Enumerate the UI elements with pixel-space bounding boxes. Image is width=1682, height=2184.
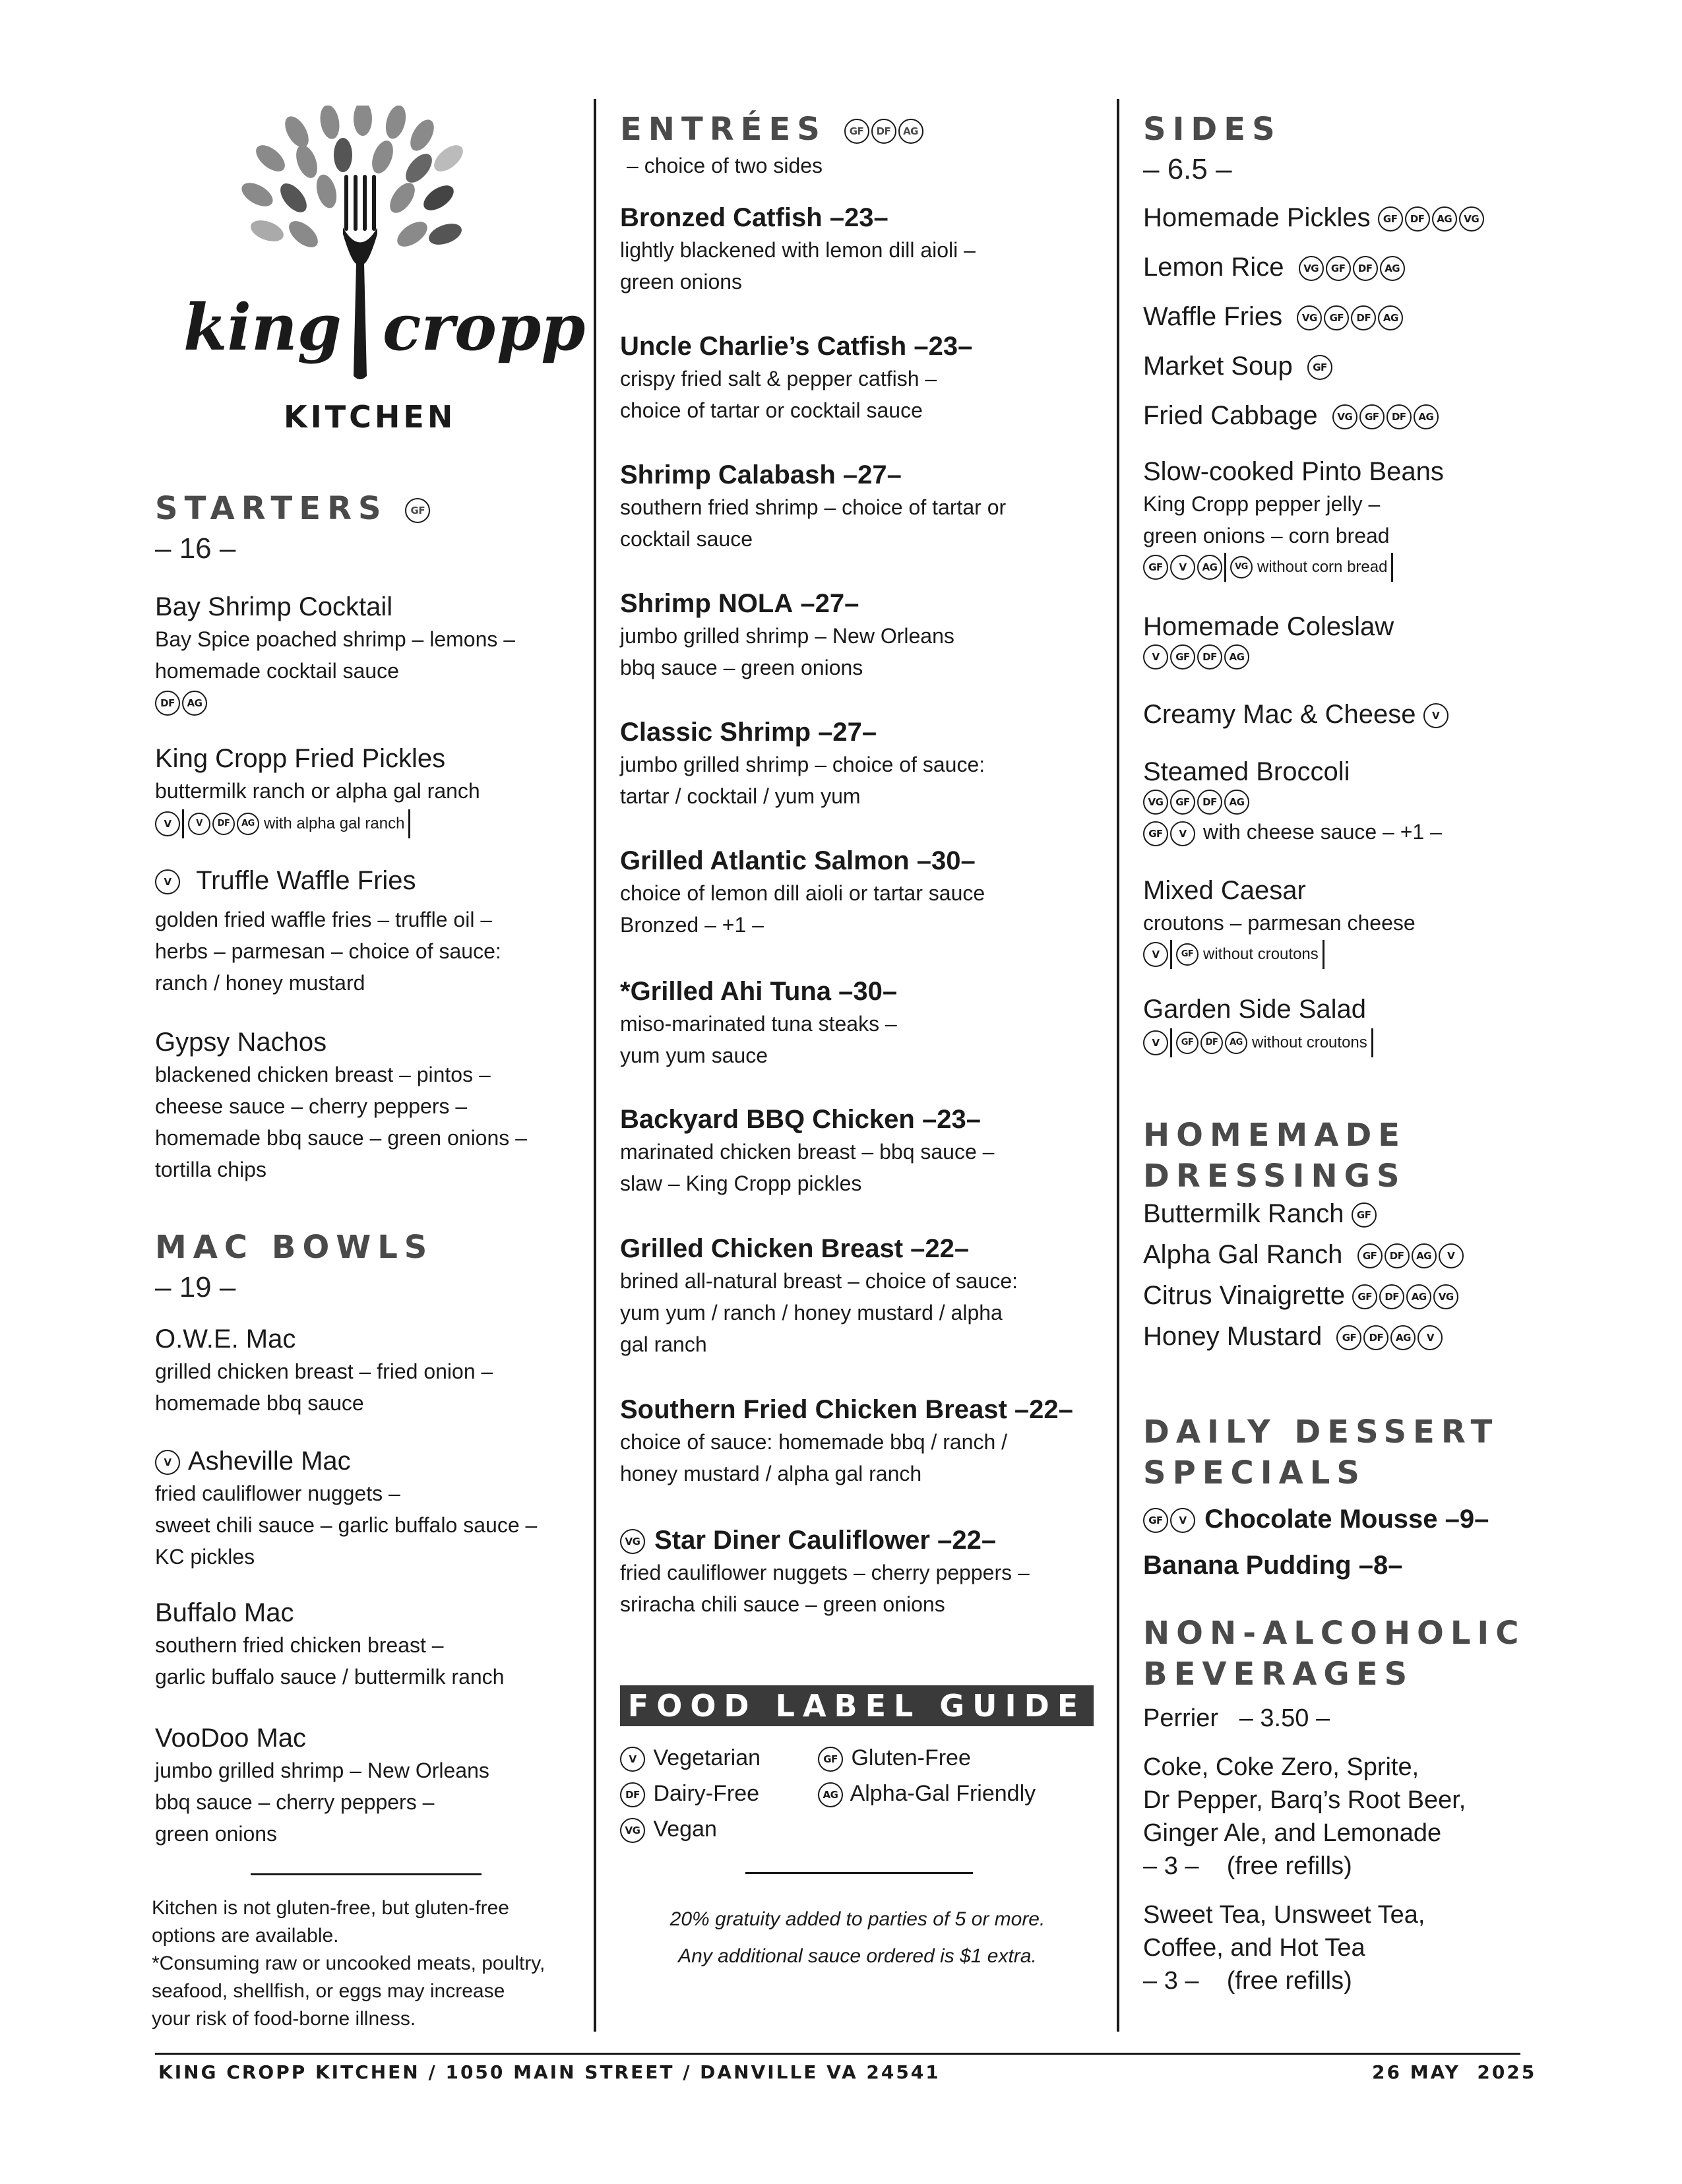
guide-label-dairy-free: Dairy-Free	[653, 1781, 760, 1806]
gf-badge: GF	[405, 498, 430, 523]
item-desc: southern fried shrimp – choice of tartar or	[620, 495, 1007, 519]
gf-badge: GF	[1378, 206, 1403, 232]
df-badge: DF	[1386, 404, 1412, 429]
item-desc: homemade bbq sauce – green onions –	[155, 1126, 527, 1150]
vg-badge: VG	[620, 1529, 645, 1554]
item-desc: homemade bbq sauce	[155, 1391, 364, 1415]
item-desc: southern fried chicken breast –	[155, 1633, 444, 1657]
item-name: Star Diner Cauliflower	[654, 1526, 930, 1555]
df-badge: DF	[1385, 1243, 1410, 1268]
ag-badge: AG	[1414, 404, 1439, 429]
option-note: with cheese sauce – +1 –	[1202, 820, 1442, 844]
item-price: –23–	[914, 332, 973, 361]
item-desc: green onions	[155, 1822, 278, 1846]
option-note: without croutons	[1252, 1034, 1367, 1051]
dressing-name: Citrus Vinaigrette	[1143, 1281, 1346, 1310]
gf-badge: GF	[1143, 555, 1168, 580]
kitchen-notes	[152, 1894, 587, 2033]
item-name: Homemade Coleslaw	[1143, 612, 1394, 641]
gf-badge: GF	[1176, 1032, 1199, 1054]
gf-badge: GF	[1143, 1508, 1168, 1533]
item-desc: yum yum / ranch / honey mustard / alpha	[620, 1301, 1003, 1325]
food-label-guide-title: FOOD LABEL GUIDE	[620, 1685, 1094, 1726]
entree-item	[620, 844, 1108, 941]
item-desc: jumbo grilled shrimp – New Orleans	[620, 624, 954, 648]
entrees-subtitle: – choice of two sides	[627, 154, 823, 177]
v-badge: V	[1170, 1508, 1195, 1533]
item-name: Backyard BBQ Chicken	[620, 1105, 915, 1134]
v-badge: V	[1170, 821, 1195, 846]
item-name: Truffle Waffle Fries	[196, 866, 416, 895]
gf-badge: GF	[1359, 404, 1385, 429]
guide-label-vegan: Vegan	[653, 1817, 717, 1842]
mac-bowls-title: MAC BOWLS	[155, 1229, 434, 1266]
beverages-title-line1: NON-ALCOHOLIC	[1143, 1615, 1526, 1652]
entree-item	[620, 201, 1108, 297]
v-badge: V	[1423, 703, 1448, 728]
v-badge: V	[155, 869, 180, 894]
entree-item	[620, 716, 1108, 812]
column-divider	[1117, 99, 1119, 2032]
item-name: *Grilled Ahi Tuna	[620, 977, 832, 1006]
item-name: Garden Side Salad	[1143, 995, 1367, 1024]
item-desc: sweet chili sauce – garlic buffalo sauce –	[155, 1513, 538, 1537]
mac-item	[155, 1445, 590, 1573]
item-desc: buttermilk ranch or alpha gal ranch	[155, 779, 480, 803]
vg-badge: VG	[1433, 1284, 1458, 1309]
divider	[251, 1873, 482, 1875]
gf-badge: GF	[1307, 355, 1332, 380]
item-desc: homemade cocktail sauce	[155, 659, 399, 683]
item-name: Buffalo Mac	[155, 1598, 294, 1627]
sides-list	[1143, 201, 1605, 455]
ag-badge: AG	[237, 813, 259, 835]
item-name: Grilled Atlantic Salmon	[620, 846, 910, 875]
column-divider	[594, 99, 596, 2032]
side-item	[1143, 698, 1618, 731]
logo-kitchen-word: KITCHEN	[284, 399, 456, 435]
v-badge: V	[155, 811, 180, 836]
logo-script-left: king	[183, 290, 342, 365]
df-badge: DF	[1363, 1325, 1388, 1350]
beverages-title-line2: BEVERAGES	[1143, 1656, 1414, 1693]
mac-bowls-price: – 19 –	[155, 1271, 236, 1303]
item-price: –27–	[818, 718, 877, 747]
item-desc: jumbo grilled shrimp – New Orleans	[155, 1759, 489, 1782]
beverages-section	[1143, 1613, 1525, 1695]
beverage-name: Coke, Coke Zero, Sprite,	[1143, 1753, 1419, 1781]
item-desc: lightly blackened with lemon dill aioli –	[620, 238, 976, 262]
footer-address: KING CROPP KITCHEN / 1050 MAIN STREET / DANVILLE VA 24541	[158, 2061, 941, 2083]
side-item	[1143, 610, 1618, 670]
gf-badge: GF	[1324, 305, 1349, 330]
guide-label-gluten-free: Gluten-Free	[851, 1745, 971, 1770]
dressing-name: Alpha Gal Ranch	[1143, 1240, 1343, 1269]
guide-label-alpha-gal: Alpha-Gal Friendly	[850, 1781, 1036, 1806]
starters-section	[155, 488, 432, 569]
v-badge: V	[155, 1450, 180, 1475]
note-line: 20% gratuity added to parties of 5 or more.	[670, 1908, 1045, 1930]
item-desc: tortilla chips	[155, 1158, 266, 1181]
item-desc: green onions	[620, 270, 743, 294]
desserts-title-line1: DAILY DESSERT	[1143, 1414, 1499, 1451]
beverage-price: – 3 – (free refills)	[1143, 1852, 1352, 1880]
item-desc: croutons – parmesan cheese	[1143, 911, 1416, 935]
v-badge: V	[1417, 1325, 1443, 1350]
entrees-section	[620, 109, 925, 181]
item-desc: choice of sauce: homemade bbq / ranch /	[620, 1430, 1008, 1454]
option-bracket	[1170, 1028, 1373, 1057]
df-badge: DF	[155, 691, 180, 716]
item-name: Southern Fried Chicken Breast	[620, 1395, 1007, 1424]
item-desc: slaw – King Cropp pickles	[620, 1171, 862, 1195]
df-badge: DF	[1351, 305, 1376, 330]
item-name: King Cropp Fried Pickles	[155, 744, 446, 773]
logo	[183, 106, 586, 449]
item-desc: bbq sauce – green onions	[620, 656, 863, 679]
desserts-list	[1143, 1503, 1618, 1582]
gf-badge: GF	[1176, 943, 1199, 966]
desserts-title-line2: SPECIALS	[1143, 1454, 1366, 1491]
item-name: Waffle Fries	[1143, 302, 1283, 331]
vg-badge: VG	[1332, 404, 1357, 429]
mac-bowls-section	[155, 1227, 433, 1307]
v-badge: V	[1439, 1243, 1464, 1268]
gf-badge: GF	[1170, 790, 1195, 815]
vg-badge: VG	[1143, 790, 1168, 815]
option-note: with alpha gal ranch	[264, 815, 405, 832]
side-item	[1143, 874, 1618, 969]
ag-badge: AG	[1224, 790, 1249, 815]
item-desc: miso-marinated tuna steaks –	[620, 1012, 897, 1036]
item-price: –22–	[1014, 1395, 1073, 1424]
divider	[745, 1872, 973, 1874]
vg-badge: VG	[1297, 305, 1322, 330]
dressing-name: Honey Mustard	[1143, 1322, 1323, 1351]
gf-badge: GF	[818, 1747, 843, 1772]
vg-badge: VG	[1230, 556, 1253, 578]
item-name: Grilled Chicken Breast	[620, 1234, 904, 1263]
entree-item	[620, 1103, 1108, 1199]
item-desc: crispy fried salt & pepper catfish –	[620, 367, 937, 390]
df-badge: DF	[620, 1782, 645, 1807]
starters-price: – 16 –	[155, 532, 236, 565]
starter-item	[155, 742, 564, 838]
item-desc: choice of lemon dill aioli or tartar sauce	[620, 881, 985, 905]
item-name: Lemon Rice	[1143, 253, 1284, 282]
item-name: Mixed Caesar	[1143, 876, 1306, 905]
option-note: without croutons	[1203, 945, 1319, 963]
item-desc: bbq sauce – cherry peppers –	[155, 1790, 435, 1814]
item-desc: grilled chicken breast – fried onion –	[155, 1359, 493, 1383]
beverage-name: Perrier	[1143, 1704, 1219, 1732]
df-badge: DF	[1379, 1284, 1404, 1309]
sides-section	[1143, 109, 1282, 189]
item-desc: sriracha chili sauce – green onions	[620, 1592, 945, 1616]
ag-badge: AG	[1390, 1325, 1416, 1350]
beverages-list	[1143, 1702, 1618, 1997]
side-item	[1143, 993, 1618, 1057]
item-desc: herbs – parmesan – choice of sauce:	[155, 939, 501, 963]
v-badge: V	[188, 813, 210, 835]
item-name: Asheville Mac	[187, 1447, 351, 1476]
note-line: Kitchen is not gluten-free, but gluten-free	[152, 1897, 509, 1919]
df-badge: DF	[871, 119, 896, 144]
dressings-title-line1: HOMEMADE	[1143, 1117, 1407, 1154]
dressing-name: Buttermilk Ranch	[1143, 1199, 1344, 1228]
entree-item	[620, 1232, 1121, 1360]
ag-badge: AG	[1380, 256, 1405, 281]
item-name: Steamed Broccoli	[1143, 757, 1350, 786]
gf-badge: GF	[1352, 1202, 1377, 1228]
vg-badge: VG	[620, 1818, 645, 1843]
entree-item	[620, 587, 1108, 683]
item-name: Classic Shrimp	[620, 718, 811, 747]
note-line: options are available.	[152, 1925, 339, 1947]
v-badge: V	[1143, 1030, 1168, 1055]
item-price: –30–	[916, 846, 976, 875]
logo-script-right: cropp	[383, 290, 586, 365]
ag-badge: AG	[1412, 1243, 1437, 1268]
note-line: *Consuming raw or uncooked meats, poultry,	[152, 1952, 545, 1974]
item-desc: garlic buffalo sauce / buttermilk ranch	[155, 1665, 505, 1689]
option-bracket	[182, 809, 410, 838]
beverage-name: Coffee, and Hot Tea	[1143, 1934, 1365, 1962]
item-desc: cocktail sauce	[620, 527, 753, 551]
desserts-section	[1143, 1412, 1499, 1493]
note-line: your risk of food-borne illness.	[152, 2008, 416, 2030]
df-badge: DF	[1353, 256, 1378, 281]
v-badge: V	[1170, 555, 1195, 580]
entree-item	[620, 458, 1108, 555]
item-desc: gal ranch	[620, 1332, 707, 1356]
vg-badge: VG	[1299, 256, 1324, 281]
item-name: Uncle Charlie’s Catfish	[620, 332, 907, 361]
beverage-price: – 3.50 –	[1239, 1704, 1330, 1732]
beverage-name: Sweet Tea, Unsweet Tea,	[1143, 1901, 1425, 1929]
v-badge: V	[620, 1747, 645, 1772]
item-price: –23–	[829, 203, 888, 232]
dressings-section	[1143, 1115, 1406, 1197]
dessert-price: –9–	[1445, 1505, 1489, 1534]
starters-title: STARTERS	[155, 490, 388, 527]
item-price: –30–	[838, 977, 898, 1006]
v-badge: V	[1143, 942, 1168, 967]
item-desc: ranch / honey mustard	[155, 971, 365, 995]
item-desc: green onions – corn bread	[1143, 524, 1390, 547]
footer-date: 26 MAY 2025	[1372, 2061, 1537, 2083]
sides-title: SIDES	[1143, 111, 1282, 148]
beverage-price: – 3 – (free refills)	[1143, 1967, 1352, 1995]
dessert-price: –8–	[1358, 1551, 1403, 1580]
note-line: Any additional sauce ordered is $1 extra.	[678, 1945, 1037, 1967]
item-desc: fried cauliflower nuggets –	[155, 1482, 400, 1505]
item-price: –22–	[937, 1526, 997, 1555]
beverage-name: Ginger Ale, and Lemonade	[1143, 1819, 1442, 1847]
entrees-title: ENTRÉES	[620, 111, 826, 148]
mac-item	[155, 1596, 577, 1693]
starter-item	[155, 864, 564, 999]
dessert-name: Banana Pudding	[1143, 1551, 1352, 1580]
gratuity-notes	[620, 1896, 1095, 1970]
item-price: –27–	[842, 460, 902, 489]
gf-badge: GF	[1357, 1243, 1383, 1268]
item-desc: King Cropp pepper jelly –	[1143, 492, 1381, 516]
item-desc: brined all-natural breast – choice of sauce:	[620, 1269, 1018, 1293]
ag-badge: AG	[1224, 644, 1249, 670]
ag-badge: AG	[1197, 555, 1222, 580]
gf-badge: GF	[1170, 644, 1195, 670]
entree-item	[620, 975, 1108, 1071]
entree-item	[620, 1524, 1121, 1620]
ag-badge: AG	[818, 1782, 843, 1807]
item-desc: choice of tartar or cocktail sauce	[620, 398, 923, 422]
df-badge: DF	[212, 813, 235, 835]
starter-item	[155, 590, 564, 716]
v-badge: V	[1143, 644, 1168, 670]
ag-badge: AG	[1378, 305, 1403, 330]
item-price: –23–	[921, 1105, 981, 1134]
ag-badge: AG	[1432, 206, 1457, 232]
gf-badge: GF	[1336, 1325, 1361, 1350]
item-name: Homemade Pickles	[1143, 203, 1371, 232]
gf-badge: GF	[1143, 821, 1168, 846]
item-name: O.W.E. Mac	[155, 1325, 296, 1354]
side-item	[1143, 755, 1618, 848]
guide-label-vegetarian: Vegetarian	[653, 1745, 761, 1770]
beverage-name: Dr Pepper, Barq’s Root Beer,	[1143, 1786, 1466, 1814]
item-name: Creamy Mac & Cheese	[1143, 700, 1416, 729]
ag-badge: AG	[898, 119, 923, 144]
item-desc: KC pickles	[155, 1545, 255, 1569]
ag-badge: AG	[1225, 1032, 1247, 1054]
item-price: –27–	[800, 589, 859, 618]
option-note: without corn bread	[1257, 558, 1388, 576]
item-desc: Bronzed – +1 –	[620, 913, 764, 937]
item-name: Shrimp Calabash	[620, 460, 836, 489]
item-name: Bronzed Catfish	[620, 203, 823, 232]
df-badge: DF	[1197, 790, 1222, 815]
entree-item	[620, 1393, 1121, 1489]
item-desc: Bay Spice poached shrimp – lemons –	[155, 627, 516, 651]
dessert-name: Chocolate Mousse	[1204, 1505, 1438, 1534]
item-desc: marinated chicken breast – bbq sauce –	[620, 1140, 995, 1164]
footer-rule	[155, 2053, 1520, 2055]
item-desc: cheese sauce – cherry peppers –	[155, 1094, 468, 1118]
side-item	[1143, 455, 1618, 582]
df-badge: DF	[1200, 1032, 1223, 1054]
gf-badge: GF	[844, 119, 869, 144]
entree-item	[620, 330, 1108, 426]
df-badge: DF	[1197, 644, 1222, 670]
item-desc: golden fried waffle fries – truffle oil –	[155, 908, 493, 931]
item-desc: yum yum sauce	[620, 1044, 768, 1067]
ag-badge: AG	[1406, 1284, 1431, 1309]
option-bracket	[1224, 553, 1393, 582]
dressings-title-line2: DRESSINGS	[1143, 1158, 1406, 1195]
item-name: Shrimp NOLA	[620, 589, 794, 618]
df-badge: DF	[1405, 206, 1430, 232]
option-bracket	[1170, 940, 1324, 969]
mac-item	[155, 1323, 577, 1419]
dressings-list	[1143, 1197, 1618, 1361]
vg-badge: VG	[1459, 206, 1484, 232]
item-name: Gypsy Nachos	[155, 1028, 327, 1057]
item-price: –22–	[910, 1234, 970, 1263]
gf-badge: GF	[1326, 256, 1351, 281]
item-desc: tartar / cocktail / yum yum	[620, 784, 861, 808]
ag-badge: AG	[182, 691, 207, 716]
item-name: Fried Cabbage	[1143, 401, 1318, 430]
item-name: Market Soup	[1143, 352, 1293, 381]
item-name: Slow-cooked Pinto Beans	[1143, 457, 1444, 486]
item-desc: honey mustard / alpha gal ranch	[620, 1462, 922, 1485]
mac-item	[155, 1722, 577, 1850]
sides-price: – 6.5 –	[1143, 153, 1232, 185]
gf-badge: GF	[1352, 1284, 1377, 1309]
item-name: Bay Shrimp Cocktail	[155, 592, 393, 621]
item-desc: fried cauliflower nuggets – cherry peppers –	[620, 1561, 1030, 1584]
item-desc: blackened chicken breast – pintos –	[155, 1063, 491, 1086]
starter-item	[155, 1026, 564, 1185]
note-line: seafood, shellfish, or eggs may increase	[152, 1980, 505, 2002]
item-desc: jumbo grilled shrimp – choice of sauce:	[620, 753, 985, 776]
item-name: VooDoo Mac	[155, 1724, 307, 1753]
